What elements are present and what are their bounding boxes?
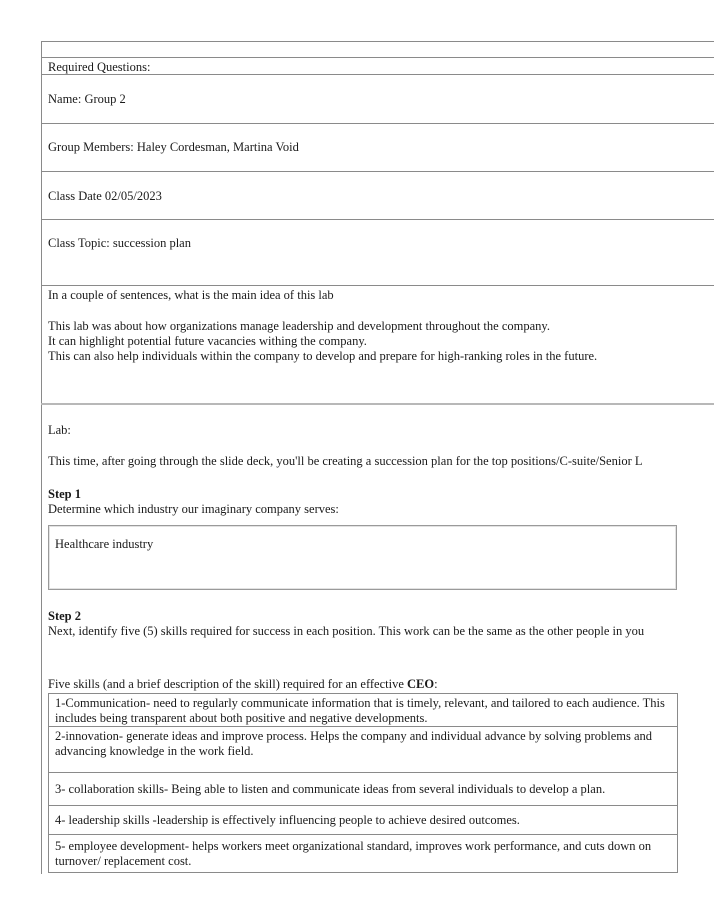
lab-intro: This time, after going through the slide deck, you'll be creating a succession plan for the top positions/C-suite/Senior L	[48, 454, 643, 468]
divider	[41, 57, 714, 58]
ceo-skills-prompt: Five skills (and a brief description of the skill) required for an effective CEO:	[48, 677, 438, 691]
divider	[41, 171, 714, 172]
main-idea-line: This lab was about how organizations manage leadership and development throughout the company.	[48, 319, 550, 333]
class-date: Class Date 02/05/2023	[48, 189, 162, 203]
step-2-instruction: Next, identify five (5) skills required for success in each position. This work can be the same as the other people in you	[48, 624, 645, 638]
ceo-skills-table	[48, 693, 678, 873]
required-questions-label: Required Questions:	[48, 60, 151, 74]
divider	[41, 285, 714, 286]
divider	[41, 219, 714, 220]
main-idea-line: This can also help individuals within the company to develop and prepare for high-ranking roles in the future.	[48, 349, 598, 363]
skill-row[interactable]: 3- collaboration skills- Being able to listen and communicate ideas from several individuals to develop a plan.	[49, 773, 677, 806]
ceo-label: CEO	[407, 677, 435, 691]
main-idea-line: It can highlight potential future vacancies withing the company.	[48, 334, 367, 348]
step-1-title: Step 1	[48, 487, 81, 501]
main-idea-prompt: In a couple of sentences, what is the main idea of this lab	[48, 288, 334, 302]
industry-answer: Healthcare industry	[55, 537, 154, 551]
step-2-title: Step 2	[48, 609, 81, 623]
skill-row[interactable]: 4- leadership skills -leadership is effectively influencing people to achieve desired outcomes.	[49, 806, 677, 835]
skill-row[interactable]: 2-innovation- generate ideas and improve process. Helps the company and individual advance by solving problems and advancing knowledge in the work field.	[49, 727, 677, 773]
skill-row[interactable]: 5- employee development- helps workers meet organizational standard, improves work performance, and cuts down on turnover/ replacement cost.	[55, 839, 652, 868]
step-1-instruction: Determine which industry our imaginary company serves:	[48, 502, 339, 516]
divider	[41, 123, 714, 124]
divider	[41, 403, 714, 405]
divider	[41, 74, 714, 75]
group-name: Name: Group 2	[48, 92, 126, 106]
group-members: Group Members: Haley Cordesman, Martina Void	[48, 140, 299, 154]
class-topic: Class Topic: succession plan	[48, 236, 191, 250]
industry-answer-field[interactable]	[48, 525, 677, 590]
skill-row[interactable]: 1-Communication- need to regularly communicate information that is timely, relevant, and tailored to each audience. This includes being transparent about both positive and negative developments.	[49, 694, 677, 727]
lab-label: Lab:	[48, 423, 71, 437]
